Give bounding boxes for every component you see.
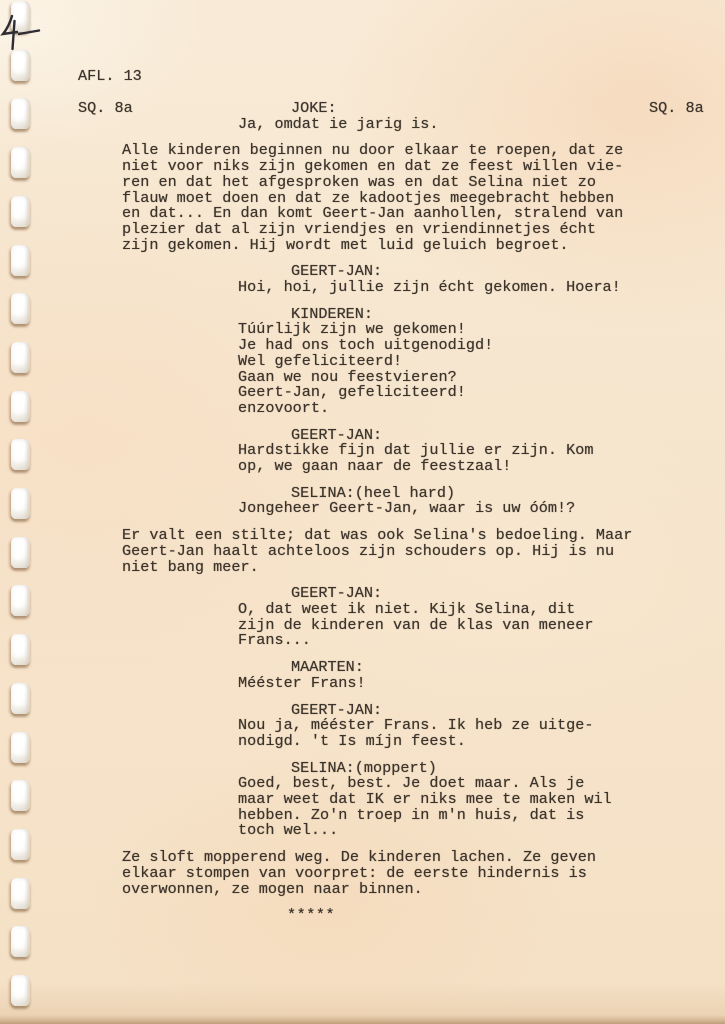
character-name: JOKE:	[291, 99, 337, 117]
dialogue-line: Frans...	[238, 631, 311, 650]
episode-label: AFL. 13	[78, 67, 142, 85]
dialogue-line: Wel gefeliciteerd!	[238, 351, 403, 370]
dialogue-line: Gaan we nou feestvieren?	[238, 367, 457, 386]
page-bottom-edge	[0, 1015, 725, 1024]
scene-label-right: SQ. 8a	[649, 99, 704, 117]
dialogue-line: enzovoort.	[238, 398, 330, 417]
scene-label-left: SQ. 8a	[78, 99, 133, 117]
character-name: SELINA:(moppert)	[291, 758, 437, 777]
dialogue-block	[0, 304, 725, 417]
separator-asterisks: *****	[287, 906, 336, 925]
dialogue-block	[0, 586, 725, 649]
action-line: Geert-Jan haalt achteloos zijn schouders op. Hij is nu	[122, 541, 615, 560]
action-line: overwonnen, ze mogen naar binnen.	[122, 879, 423, 898]
character-name: GEERT-JAN:	[291, 425, 383, 444]
handwriting-stroke-icon	[0, 12, 50, 56]
action-line: elkaar stompen van voorpret: de eerste hindernis is	[122, 863, 587, 882]
character-name: KINDEREN:	[291, 304, 374, 323]
dialogue-line: Goed, best, best. Je doet maar. Als je	[238, 774, 585, 793]
character-name: SELINA:(heel hard)	[291, 483, 456, 502]
binding-hole	[11, 975, 30, 1006]
dialogue-line: maar weet dat IK er niks mee te maken wil	[238, 790, 612, 809]
dialogue-line: toch wel...	[238, 821, 339, 840]
separator-block	[0, 908, 725, 924]
dialogue-line: Túúrlijk zijn we gekomen!	[238, 320, 466, 339]
dialogue-line: hebben. Zo'n troep in m'n huis, dat is	[238, 805, 585, 824]
character-name: GEERT-JAN:	[291, 584, 383, 603]
dialogue-block	[0, 101, 725, 132]
handwritten-page-number	[0, 12, 50, 56]
dialogue-line: Nou ja, mééster Frans. Ik heb ze uitge-	[238, 716, 594, 735]
binding-hole	[11, 926, 30, 957]
dialogue-line: nodigd. 't Is míjn feest.	[238, 731, 466, 750]
dialogue-block	[0, 425, 725, 476]
dialogue-line: Hardstikke fijn dat jullie er zijn. Kom	[238, 441, 594, 460]
dialogue-block	[0, 660, 725, 691]
script-body	[0, 101, 725, 924]
action-line: Er valt een stilte; dat was ook Selina's bedoeling. Maar	[122, 526, 633, 545]
dialogue-line: Geert-Jan, gefeliciteerd!	[238, 383, 466, 402]
character-name: MAARTEN:	[291, 658, 364, 677]
action-line: en dat... En dan komt Geert-Jan aanhollen, stralend van	[122, 204, 624, 223]
action-line: flauw moet doen en dat ze kadootjes meegebracht hebben	[122, 188, 615, 207]
action-line: Alle kinderen beginnen nu door elkaar te roepen, dat ze	[122, 141, 624, 160]
dialogue-line: Jongeheer Geert-Jan, waar is uw óóm!?	[238, 499, 576, 518]
dialogue-line: Mééster Frans!	[238, 673, 366, 692]
action-block	[0, 528, 725, 575]
action-line: ren en dat het afgesproken was en dat Selina niet zo	[122, 172, 596, 191]
action-line: niet bang meer.	[122, 557, 259, 576]
action-block	[0, 850, 725, 897]
dialogue-block	[0, 483, 725, 518]
dialogue-block	[0, 264, 725, 295]
dialogue-block	[0, 758, 725, 840]
character-name: GEERT-JAN:	[291, 700, 383, 719]
dialogue-line: zijn de kinderen van de klas van meneer	[238, 615, 594, 634]
dialogue-line: Hoi, hoi, jullie zijn écht gekomen. Hoera!	[238, 278, 621, 297]
action-block	[0, 143, 725, 253]
character-name: GEERT-JAN:	[291, 262, 383, 281]
action-line: niet voor niks zijn gekomen en dat ze feest willen vie-	[122, 157, 624, 176]
action-line: zijn gekomen. Hij wordt met luid geluich begroet.	[122, 235, 569, 254]
action-line: Ze sloft mopperend weg. De kinderen lachen. Ze geven	[122, 848, 596, 867]
action-line: plezier dat al zijn vriendjes en vriendinnetjes écht	[122, 219, 596, 238]
dialogue-line: O, dat weet ik niet. Kijk Selina, dit	[238, 599, 576, 618]
dialogue-line: Ja, omdat ie jarig is.	[238, 114, 439, 133]
dialogue-line: Je had ons toch uitgenodigd!	[238, 336, 494, 355]
dialogue-block	[0, 700, 725, 750]
dialogue-line: op, we gaan naar de feestzaal!	[238, 457, 512, 476]
